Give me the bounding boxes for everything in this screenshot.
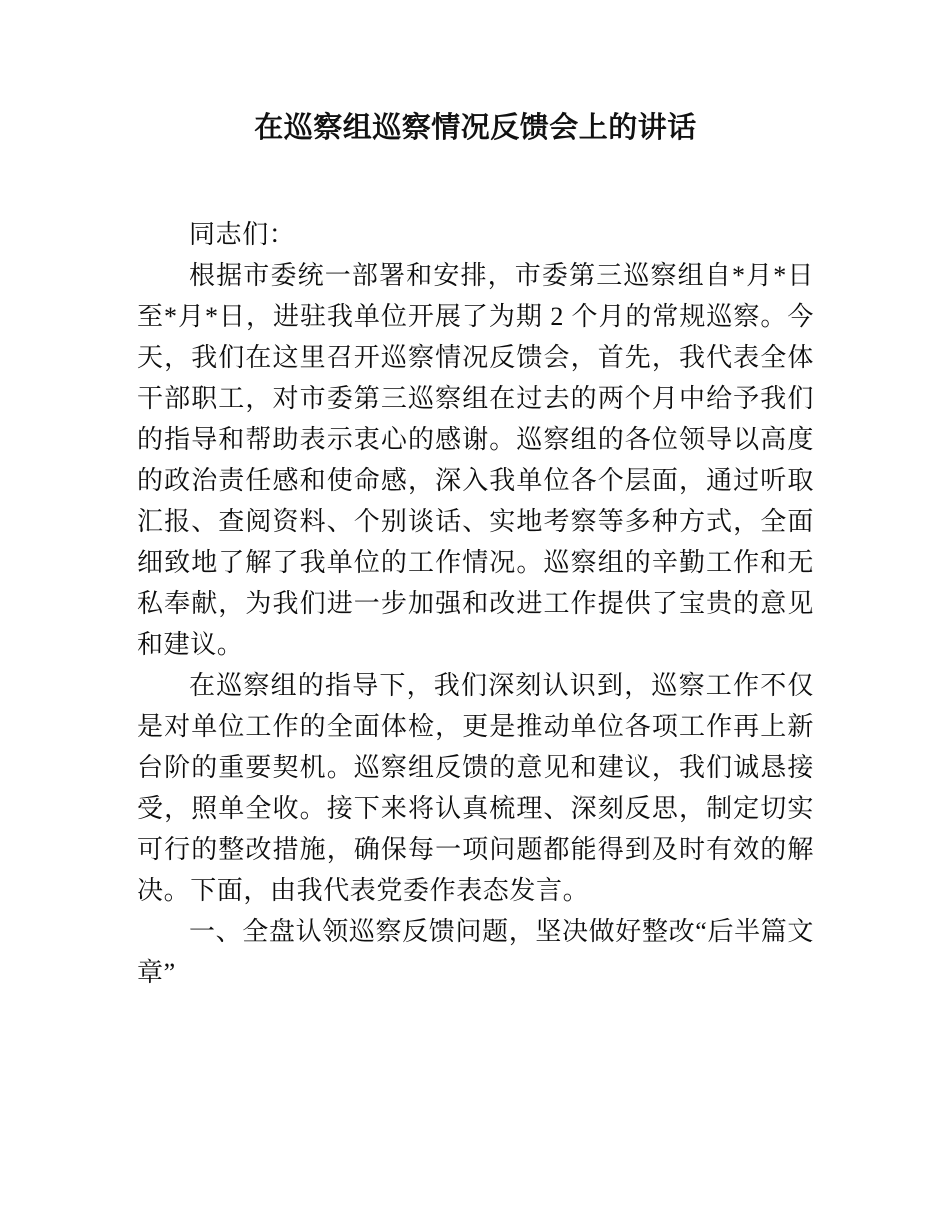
salutation: 同志们： <box>189 220 296 249</box>
page-title: 在巡察组巡察情况反馈会上的讲话 <box>254 112 697 144</box>
body-paragraph-1: 根据市委统一部署和安排，市委第三巡察组自*月*日至*月*日，进驻我单位开展了为期 2 个月的常规巡察。今天，我们在这里召开巡察情况反馈会，首先，我代表全体干部职工，对市委第三巡察组在过去的两个月中给予我们的指导和帮助表示衷心的感谢。巡察组的各位领导以高度的政治责任感和使命感，深入我单位各个层面，通过听取汇报、查阅资料、个别谈话、实地考察等多种方式，全面细致地了解了我单位的工作情况。巡察组的辛勤工作和无私奉献，为我们进一步加强和改进工作提供了宝贵的意见和建议。 <box>137 261 814 659</box>
body-paragraph-2: 在巡察组的指导下，我们深刻认识到，巡察工作不仅是对单位工作的全面体检，更是推动单位各项工作再上新台阶的重要契机。巡察组反馈的意见和建议，我们诚恳接受，照单全收。接下来将认真梳理、深刻反思，制定切实可行的整改措施，确保每一项问题都能得到及时有效的解决。下面，由我代表党委作表态发言。 <box>137 671 814 905</box>
title-spacer <box>137 148 814 214</box>
document-text-block <box>137 0 814 993</box>
section-heading-1: 一、全盘认领巡察反馈问题，坚决做好整改“后半篇文章” <box>137 917 814 987</box>
